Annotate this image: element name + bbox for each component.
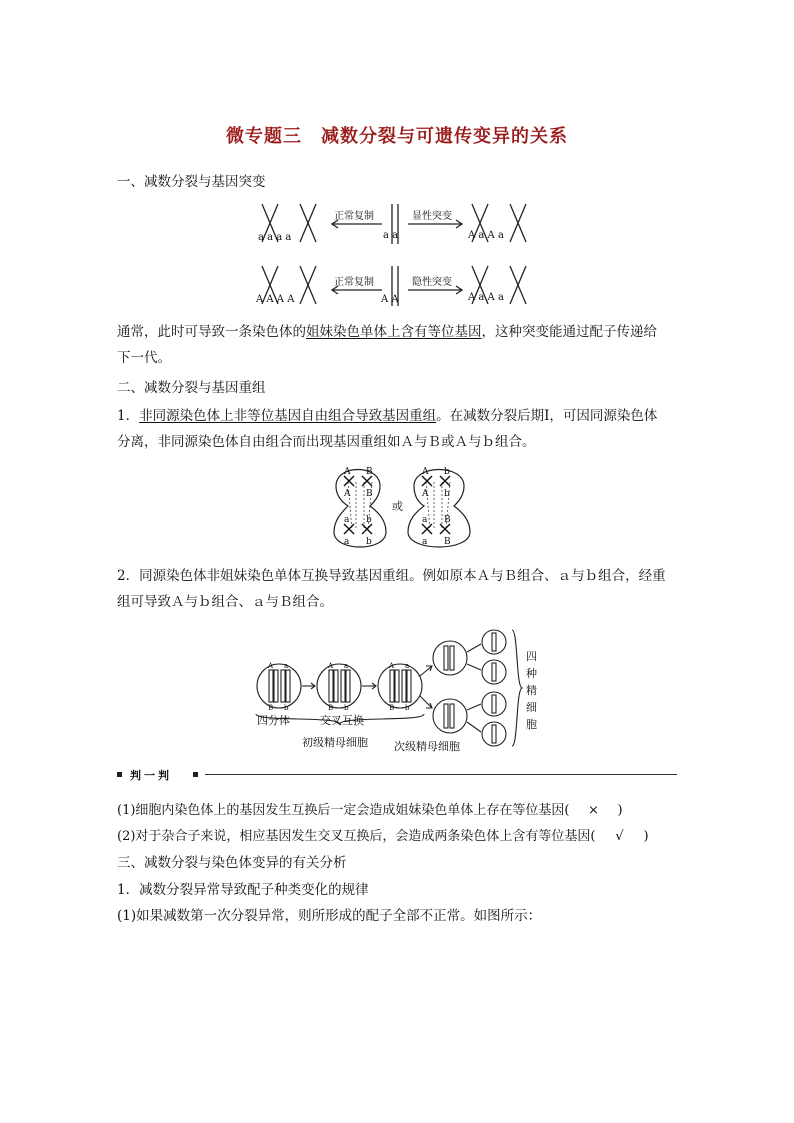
svg-text:a: a (344, 662, 349, 670)
svg-text:b: b (444, 489, 450, 499)
svg-text:A: A (344, 489, 351, 499)
gene-mutation-figure (250, 198, 550, 310)
recombination-paragraph-1-line2: 分离，非同源染色体自由组合而出现基因重组如Ａ与Ｂ或Ａ与ｂ组合。 (117, 434, 536, 450)
section-heading-2: 二、减数分裂与基因重组 (117, 380, 266, 396)
svg-text:A: A (389, 662, 395, 670)
label-crossover: 交叉互换 (320, 714, 364, 727)
row1-center-label: a a (383, 230, 399, 241)
label-four-1: 四 (526, 650, 537, 663)
judge-bar-dot-left (117, 772, 122, 777)
section3-sub1-item1: (1)如果减数第一次分裂异常，则所形成的配子全部不正常。如图所示： (117, 908, 542, 924)
svg-text:B: B (389, 704, 395, 712)
section3-sub1: 1．减数分裂异常导致配子种类变化的规律 (117, 882, 369, 898)
judge-divider (205, 774, 677, 775)
label-four-5: 胞 (526, 718, 537, 731)
label-four-3: 精 (526, 684, 537, 697)
judge-item-1: (1)细胞内染色体上的基因发生互换后一定会造成姐妹染色单体上存在等位基因( × ) (117, 803, 623, 818)
label-primary-spermatocyte: 初级精母细胞 (302, 736, 368, 749)
arrow-label-recessive: 隐性突变 (412, 277, 452, 288)
row1-left-labels: a a a a (258, 232, 292, 243)
svg-text:A: A (422, 489, 429, 499)
svg-text:b: b (405, 704, 410, 712)
svg-text:A: A (328, 662, 334, 670)
section-heading-1: 一、减数分裂与基因突变 (117, 174, 266, 190)
row1-right-labels: A a A a (468, 230, 504, 241)
row2-right-labels: A a A a (468, 292, 504, 303)
svg-text:b: b (444, 467, 450, 477)
row2-center-label: A A (381, 294, 399, 305)
recombination-paragraph-2-line2: 组可导致Ａ与ｂ组合、ａ与Ｂ组合。 (117, 594, 333, 610)
svg-text:B: B (366, 467, 373, 477)
row2-left-labels: A A A A (256, 294, 295, 305)
crossover-figure (254, 628, 550, 760)
svg-text:a: a (405, 662, 410, 670)
svg-text:B: B (328, 704, 334, 712)
svg-text:A: A (344, 467, 351, 477)
mutation-paragraph-line2: 下一代。 (117, 350, 171, 366)
recombination-paragraph-1: 1．非同源染色体上非等位基因自由组合导致基因重组。在减数分裂后期Ⅰ，可因同源染色体 (117, 408, 658, 424)
svg-text:b: b (366, 515, 372, 525)
svg-text:A: A (268, 662, 274, 670)
svg-text:a: a (422, 515, 428, 525)
page-title: 微专题三 减数分裂与可遗传变异的关系 (226, 126, 568, 147)
judge-bar-dot-right (193, 772, 198, 777)
judge-label: 判一判 (130, 769, 172, 782)
svg-text:a: a (284, 662, 289, 670)
svg-text:a: a (344, 515, 350, 525)
svg-text:B: B (444, 515, 451, 525)
label-four-2: 种 (526, 667, 537, 680)
svg-text:B: B (444, 537, 451, 547)
label-tetrad: 四分体 (257, 714, 290, 727)
svg-text:b: b (366, 537, 372, 547)
mutation-paragraph: 通常，此时可导致一条染色体的姐妹染色单体上含有等位基因，这种突变能通过配子传递给 (117, 324, 657, 340)
free-combination-figure (330, 460, 475, 556)
svg-text:a: a (422, 537, 428, 547)
svg-text:a: a (344, 537, 350, 547)
section-heading-3: 三、减数分裂与染色体变异的有关分析 (117, 855, 347, 871)
arrow-label-dominant: 显性突变 (412, 211, 452, 222)
svg-text:b: b (344, 704, 349, 712)
or-label: 或 (392, 500, 403, 513)
arrow-label-normal-1: 正常复制 (334, 211, 374, 222)
arrow-label-normal-2: 正常复制 (334, 277, 374, 288)
label-four-4: 细 (526, 701, 537, 714)
label-secondary-spermatocyte: 次级精母细胞 (394, 740, 460, 753)
recombination-paragraph-2: 2．同源染色体非姐妹染色单体互换导致基因重组。例如原本Ａ与Ｂ组合、ａ与ｂ组合，经重 (117, 568, 666, 584)
svg-text:b: b (284, 704, 289, 712)
judge-item-2: (2)对于杂合子来说，相应基因发生交叉互换后，会造成两条染色体上含有等位基因( √ ) (117, 829, 649, 844)
svg-text:B: B (366, 489, 373, 499)
svg-text:B: B (268, 704, 274, 712)
svg-text:A: A (422, 467, 429, 477)
